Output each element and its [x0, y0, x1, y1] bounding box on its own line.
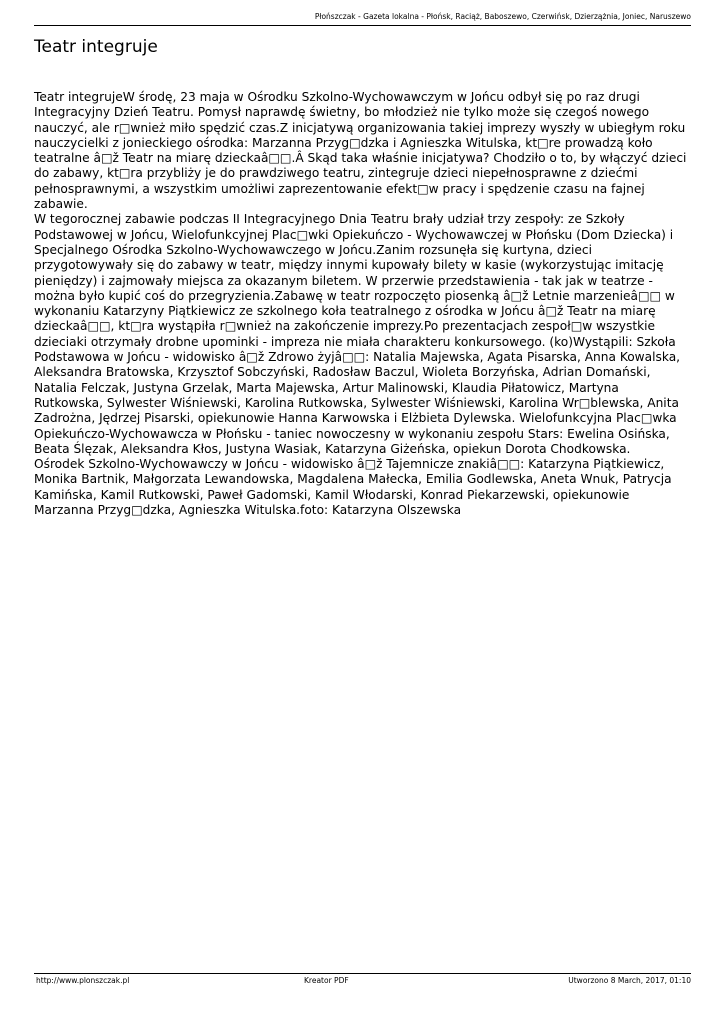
article-paragraph-1: Teatr integrujeW środę, 23 maja w Ośrodku Szkolno-Wychowawczym w Jońcu odbył się po raz drugi Integracyjny Dzień Teatru. Pomysł naprawdę świetny, bo młodzież nie tylko może się czegoś nowego nauczyć, ale r□wnież miło spędzić czas.Z inicjatywą organizowania takiej imprezy wyszły w ubiegłym roku nauczycielki z jonieckiego ośrodka: Marzanna Przyg□dzka i Agnieszka Witulska, kt□re prowadzą koło teatralne â□ž Teatr na miarę dzieckaâ□□.Â Skąd taka właśnie inicjatywa? Chodziło o to, by włączyć dzieci do zabawy, kt□ra przybliży je do prawdziwego teatru, zintegruje dzieci niepełnosprawne z dziećmi pełnosprawnymi, a wszystkim umożliwi zaprezentowanie efekt□w pracy i spędzenie czasu na fajnej zabawie. [34, 90, 687, 212]
site-url-link[interactable]: http://www.plonszczak.pl [36, 976, 130, 985]
site-header-line: Płońszczak - Gazeta lokalna - Płońsk, Raciąż, Baboszewo, Czerwińsk, Dzierzążnia, Joniec, Naruszewo [314, 12, 691, 21]
header-divider [34, 25, 691, 26]
generator-label: Kreator PDF [304, 976, 349, 985]
article-paragraph-3: Ośrodek Szkolno-Wychowawczy w Jońcu - widowisko â□ž Tajemnicze znakiâ□□: Katarzyna Piątkiewicz, Monika Bartnik, Małgorzata Lewandowska, Magdalena Małecka, Emilia Godlewska, Aneta Wnuk, Patrycja Kamińska, Kamil Rutkowski, Paweł Gadomski, Kamil Włodarski, Konrad Piekarzewski, opiekunowie Marzanna Przyg□dzka, Agnieszka Witulska.foto: Katarzyna Olszewska [34, 457, 672, 518]
article-title: Teatr integruje [34, 37, 158, 57]
article-paragraph-2: W tegorocznej zabawie podczas II Integracyjnego Dnia Teatru brały udział trzy zespoły: ze Szkoły Podstawowej w Jońcu, Wielofunkcyjnej Plac□wki Opiekuńczo - Wychowawczej w Płońsku (Dom Dziecka) i Specjalnego Ośrodka Szkolno-Wychowawczego w Jońcu.Zanim rozsunęła się kurtyna, dzieci przygotowywały się do zabawy w teatr, między innymi kupowały bilety w kasie (wykorzystując imitację pieniędzy) i zajmowały miejsca za okazanym biletem. W przerwie przedstawienia - tak jak w teatrze - można było kupić coś do przegryzienia.Zabawę w teatr rozpoczęto piosenką â□ž Letnie marzenieâ□□ w wykonaniu Katarzyny Piątkiewicz ze szkolnego koła teatralnego z ośrodka w Jońcu â□ž Teatr na miarę dzieckaâ□□, kt□ra wystąpiła r□wnież na zakończenie imprezy.Po prezentacjach zespoł□w wszystkie dzieciaki otrzymały drobne upominki - impreza nie miała charakteru konkursowego. (ko)Wystąpili: Szkoła Podstawowa w Jońcu - widowisko â□ž Zdrowo żyjâ□□: Natalia Majewska, Agata Pisarska, Anna Kowalska, Aleksandra Bratowska, Krzysztof Sobczyński, Radosław Baczul, Wioleta Borzyńska, Adrian Domański, Natalia Felczak, Justyna Grzelak, Marta Majewska, Artur Malinowski, Klaudia Piłatowicz, Martyna Rutkowska, Sylwester Wiśniewski, Karolina Rutkowska, Sylwester Wiśniewski, Karolina Wr□blewska, Anita Zadrożna, Jędrzej Pisarski, opiekunowie Hanna Karwowska i Elżbieta Dylewska. Wielofunkcyjna Plac□wka Opiekuńczo-Wychowawcza w Płońsku - taniec nowoczesny w wykonaniu zespołu Stars: Ewelina Osińska, Beata Ślęzak, Aleksandra Kłos, Justyna Wasiak, Katarzyna Giżeńska, opiekun Dorota Chodkowska. [34, 212, 681, 456]
created-timestamp: Utworzono 8 March, 2017, 01:10 [568, 976, 691, 985]
article-body [34, 90, 690, 518]
footer-divider [34, 973, 691, 974]
